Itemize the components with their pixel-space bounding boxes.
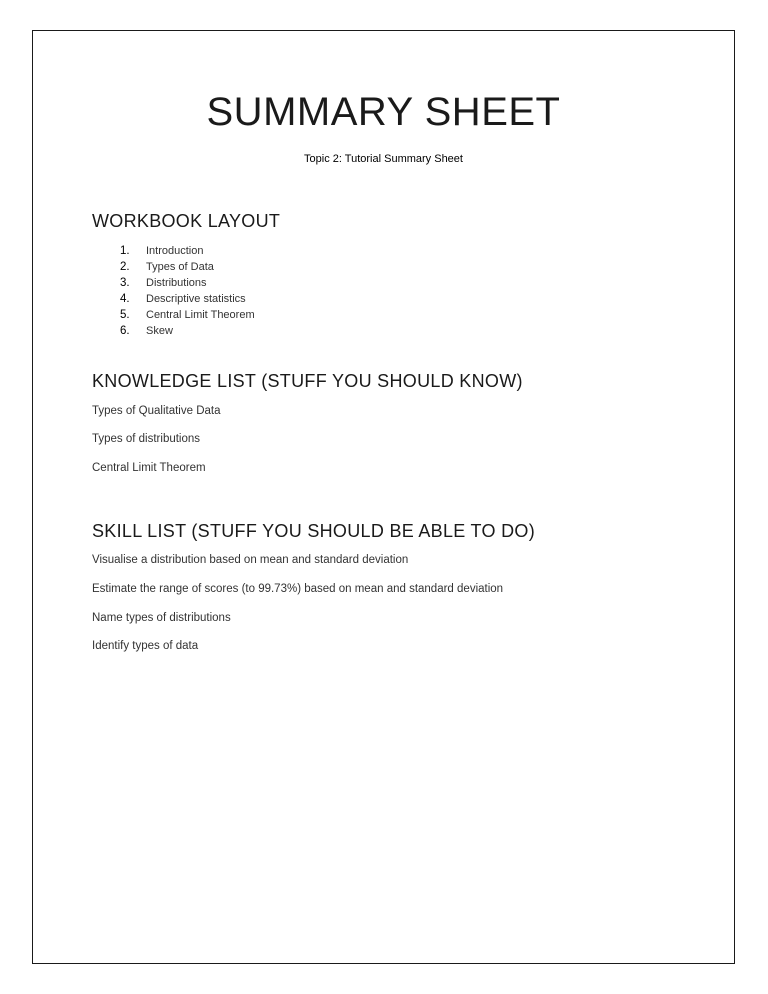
list-item-number: 1. (120, 245, 130, 257)
list-item-number: 2. (120, 261, 130, 273)
list-item (120, 275, 255, 291)
list-item-text: Skew (146, 325, 173, 337)
workbook-layout-list (120, 243, 255, 339)
knowledge-item: Types of Qualitative Data (92, 405, 221, 417)
list-item-number: 4. (120, 293, 130, 305)
skill-list-heading: SKILL LIST (STUFF YOU SHOULD BE ABLE TO DO) (92, 521, 536, 541)
list-item-text: Introduction (146, 245, 204, 257)
knowledge-list-heading: KNOWLEDGE LIST (STUFF YOU SHOULD KNOW) (92, 371, 523, 391)
list-item-text: Types of Data (146, 261, 214, 273)
list-item-number: 3. (120, 277, 130, 289)
page-title: SUMMARY SHEET (206, 90, 561, 134)
skill-item: Identify types of data (92, 640, 199, 652)
skill-item: Estimate the range of scores (to 99.73%) based on mean and standard deviation (92, 583, 504, 595)
list-item-text: Descriptive statistics (146, 293, 246, 305)
skill-item: Visualise a distribution based on mean and standard deviation (92, 554, 409, 566)
list-item (120, 323, 255, 339)
knowledge-item: Types of distributions (92, 433, 201, 445)
knowledge-item: Central Limit Theorem (92, 462, 206, 474)
skill-item: Name types of distributions (92, 612, 231, 624)
list-item-text: Distributions (146, 277, 207, 289)
list-item-text: Central Limit Theorem (146, 309, 255, 321)
list-item (120, 291, 255, 307)
page-border (32, 30, 735, 964)
list-item (120, 259, 255, 275)
list-item-number: 5. (120, 309, 130, 321)
list-item (120, 307, 255, 323)
page-subtitle: Topic 2: Tutorial Summary Sheet (304, 153, 463, 165)
workbook-layout-heading: WORKBOOK LAYOUT (92, 211, 281, 231)
list-item-number: 6. (120, 325, 130, 337)
list-item (120, 243, 255, 259)
